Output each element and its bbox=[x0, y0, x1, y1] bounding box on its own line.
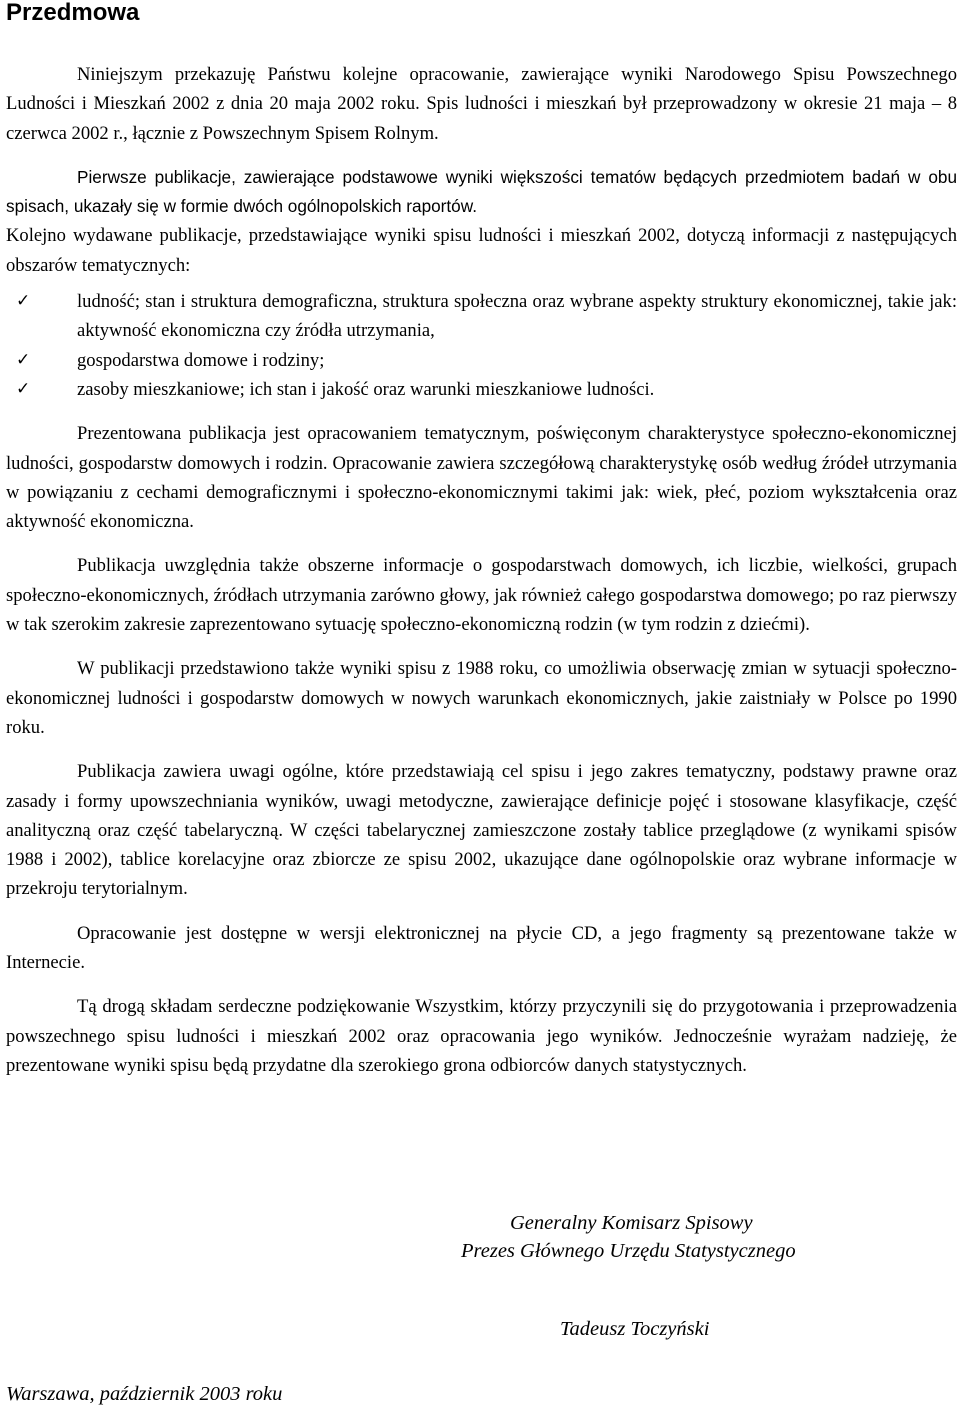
paragraph-electronic: Opracowanie jest dostępne w wersji elektronicznej na płycie CD, a jego fragmenty są prezentowane także w Internecie. bbox=[6, 922, 957, 974]
paragraph-thanks: Tą drogą składam serdeczne podziękowanie Wszystkim, którzy przyczynili się do przygotowania i przeprowadzenia powszechnego spisu ludności i mieszkań 2002 oraz opracowania jego wyników. Jednocześnie wyrażam nadzieję, że prezentowane wyniki spisu będą przydatne dla szerokiego grona odbiorców danych statystycznych. bbox=[6, 996, 957, 1076]
checkmark-icon: ✓ bbox=[16, 349, 31, 370]
list-item bbox=[6, 346, 957, 375]
paragraph-comparison: W publikacji przedstawiono także wyniki spisu z 1988 roku, co umożliwia obserwację zmian w sytuacji społeczno-ekonomicznej ludności i gospodarstw domowych w nowych warunkach ekonomicznych, jakie zaistniały w Polsce po 1990 roku. bbox=[6, 658, 957, 738]
topic-text: zasoby mieszkaniowe; ich stan i jakość oraz warunki mieszkaniowe ludności. bbox=[77, 378, 655, 400]
topic-text: ludność; stan i struktura demograficzna, struktura społeczna oraz wybrane aspekty struktury ekonomicznej, takie jak: aktywność ekonomiczna czy źródła utrzymania, bbox=[77, 291, 957, 342]
paragraph-next-publications: Kolejno wydawane publikacje, przedstawiające wyniki spisu ludności i mieszkań 2002, dotyczą informacji z następujących obszarów tematycznych: bbox=[6, 225, 957, 276]
topic-list bbox=[6, 287, 957, 404]
paragraph-contents: Publikacja zawiera uwagi ogólne, które przedstawiają cel spisu i jego zakres tematyczny, podstawy prawne oraz zasady i formy upowszechniania wyników, uwagi metodyczne, zawierające definicje pojęć i stosowane klasyfikacje, część analityczną oraz część tabelaryczną. W części tabelarycznej zamieszczone zostały tablice przeglądowe (z wynikami spisów 1988 i 2002), tablice korelacyjne oraz zbiorcze ze spisu 2002, ukazujące dane ogólnopolskie oraz wybrane informacje w przekroju terytorialnym. bbox=[6, 761, 957, 900]
paragraph-intro: Niniejszym przekazuję Państwu kolejne opracowanie, zawierające wyniki Narodowego Spisu Powszechnego Ludności i Mieszkań 2002 z dnia 20 maja 2002 roku. Spis ludności i mieszkań był przeprowadzony w okresie 21 maja – 8 czerwca 2002 r., łącznie z Powszechnym Spisem Rolnym. bbox=[6, 64, 957, 144]
checkmark-icon: ✓ bbox=[16, 291, 31, 312]
place-date: Warszawa, październik 2003 roku bbox=[6, 1383, 283, 1405]
body-text bbox=[6, 60, 957, 1080]
topic-text: gospodarstwa domowe i rodziny; bbox=[77, 349, 325, 371]
paragraph-publications: Pierwsze publikacje, zawierające podstawowe wyniki większości tematów będących przedmiotem badań w obu spisach, ukazały się w formie dwóch ogólnopolskich raportów. bbox=[6, 166, 957, 217]
paragraph-thematic: Prezentowana publikacja jest opracowaniem tematycznym, poświęconym charakterystyce społeczno-ekonomicznej ludności, gospodarstw domowych i rodzin. Opracowanie zawiera szczegółową charakterystykę osób według źródeł utrzymania w powiązaniu z cechami demograficznymi i społeczno-ekonomicznymi takimi jak: wiek, płeć, poziom wykształcenia oraz aktywność ekonomiczna. bbox=[6, 423, 957, 533]
page-title: Przedmowa bbox=[6, 0, 140, 26]
signature-name: Tadeusz Toczyński bbox=[560, 1318, 710, 1340]
paragraph-households: Publikacja uwzględnia także obszerne informacje o gospodarstwach domowych, ich liczbie, wielkości, grupach społeczno-ekonomicznych, źródłach utrzymania zarówno głowy, jak również całego gospodarstwa domowego; po raz pierwszy w tak szerokim zakresie zaprezentowano sytuację społeczno-ekonomiczną rodzin (w tym rodzin z dziećmi). bbox=[6, 555, 957, 636]
signature-role-line1: Generalny Komisarz Spisowy bbox=[510, 1212, 753, 1234]
list-item bbox=[6, 287, 957, 346]
checkmark-icon: ✓ bbox=[16, 378, 31, 399]
signature-role-line2: Prezes Głównego Urzędu Statystycznego bbox=[461, 1240, 796, 1262]
list-item bbox=[6, 375, 957, 404]
